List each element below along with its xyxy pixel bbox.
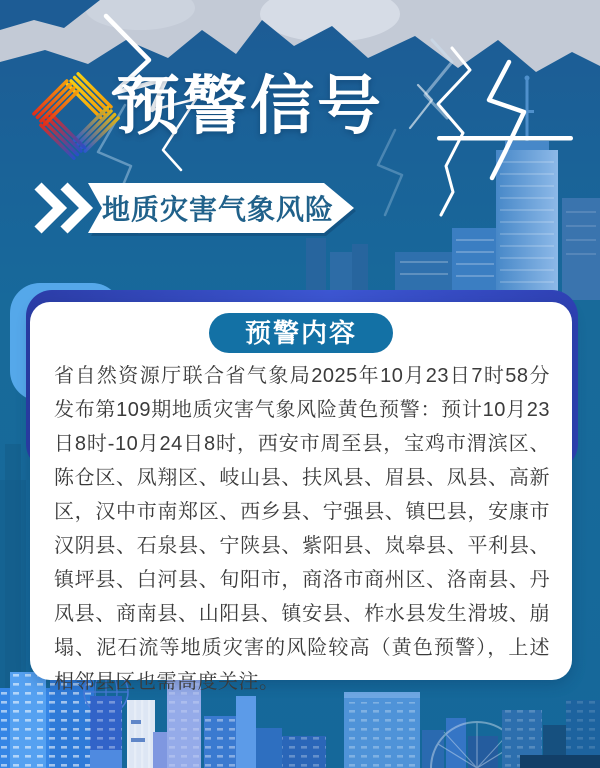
warning-body-text: 省自然资源厅联合省气象局2025年10月23日7时58分发布第109期地质灾害气象风险黄色预警：预计10月23日8时-10月24日8时，西安市周至县，宝鸡市渭滨区、陈仓区、凤翔区、岐山县、扶风县、眉县、凤县、高新区，汉中市南郑区、西乡县、宁强县、镇巴县，安康市汉阴县、石泉县、宁陕县、紫阳县、岚皋县、平利县、镇坪县、白河县、旬阳市，商洛市商州区、洛南县、丹凤县、商南县、山阳县、镇安县、柞水县发生滑坡、崩塌、泥石流等地质灾害的风险较高（黄色预警），上述相邻县区也需高度关注。 (54, 365, 550, 693)
poster-title: 预警信号 (116, 70, 384, 142)
subtitle-banner (24, 178, 360, 238)
divider-line (437, 136, 573, 141)
pinwheel-logo-icon (32, 70, 120, 162)
double-chevron-right-icon (38, 186, 86, 230)
subtitle-text: 地质灾害气象风险 (102, 194, 335, 225)
section-title-badge: 预警内容 (209, 313, 393, 353)
warning-card (30, 302, 572, 693)
